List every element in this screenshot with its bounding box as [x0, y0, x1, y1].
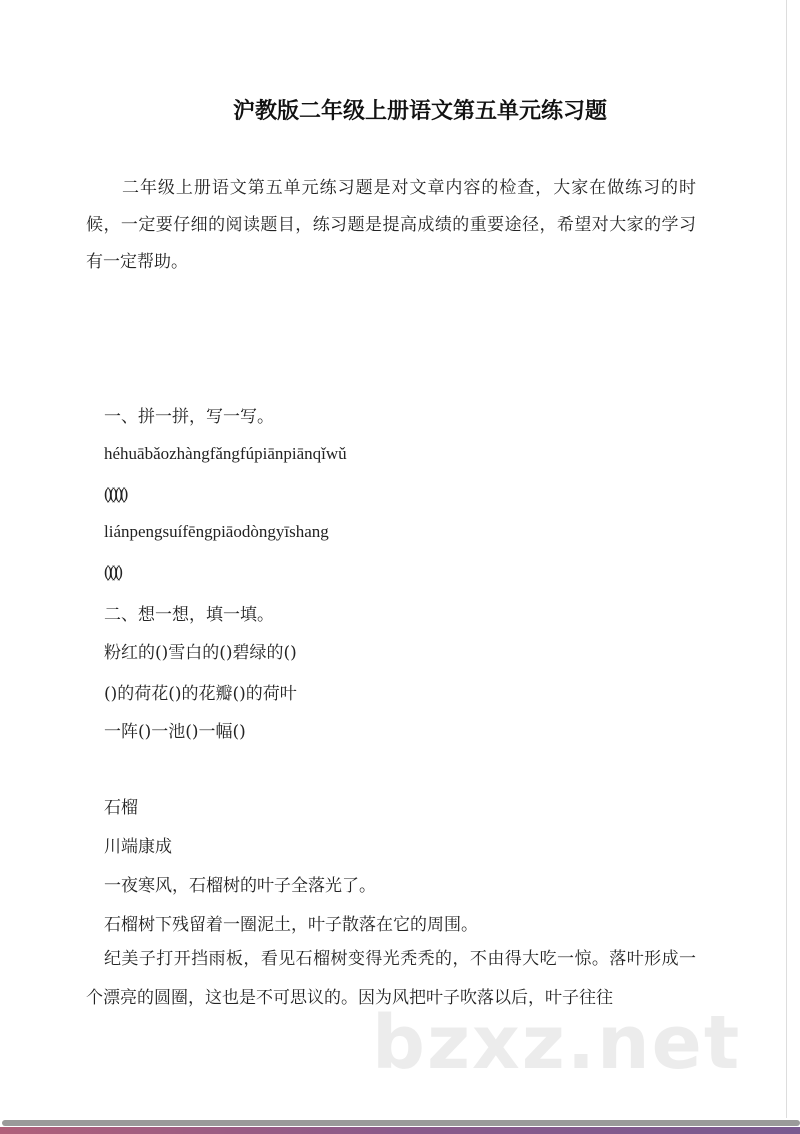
story-paragraph-3: 纪美子打开挡雨板，看见石榴树变得光秃秃的，不由得大吃一惊。落叶形成一个漂亮的圆圈，这也是不可思议的。因为风把叶子吹落以后，叶子往往 [86, 949, 696, 1008]
story-author: 川端康成 [104, 837, 172, 857]
story-paragraph-1: 一夜寒风，石榴树的叶子全落光了。 [104, 876, 376, 896]
fill-line-1: 粉红的()雪白的()碧绿的() [104, 643, 297, 663]
blank-line-2: ()()() [104, 562, 120, 581]
section-heading-1: 一、拼一拼，写一写。 [104, 407, 274, 427]
background-strip [0, 1127, 800, 1134]
horizontal-scrollbar[interactable] [2, 1120, 800, 1126]
fill-line-3: 一阵()一池()一幅() [104, 722, 246, 742]
pinyin-line-1: héhuābǎozhàngfǎngfúpiānpiānqǐwǔ [104, 444, 347, 463]
intro-paragraph: 二年级上册语文第五单元练习题是对文章内容的检查，大家在做练习的时候，一定要仔细的阅读题目，练习题是提高成绩的重要途径，希望对大家的学习有一定帮助。 [86, 178, 696, 272]
pinyin-line-2: liánpengsuífēngpiāodòngyīshang [104, 522, 329, 541]
story-title: 石榴 [104, 798, 138, 818]
section-heading-2: 二、想一想，填一填。 [104, 605, 274, 625]
watermark: bzxz.net [372, 1000, 742, 1086]
page-title: 沪教版二年级上册语文第五单元练习题 [232, 99, 607, 124]
blank-line-1: ()()()() [104, 484, 126, 503]
story-paragraph-2: 石榴树下残留着一圈泥土，叶子散落在它的周围。 [104, 915, 478, 935]
fill-line-2: ()的荷花()的花瓣()的荷叶 [104, 684, 297, 704]
